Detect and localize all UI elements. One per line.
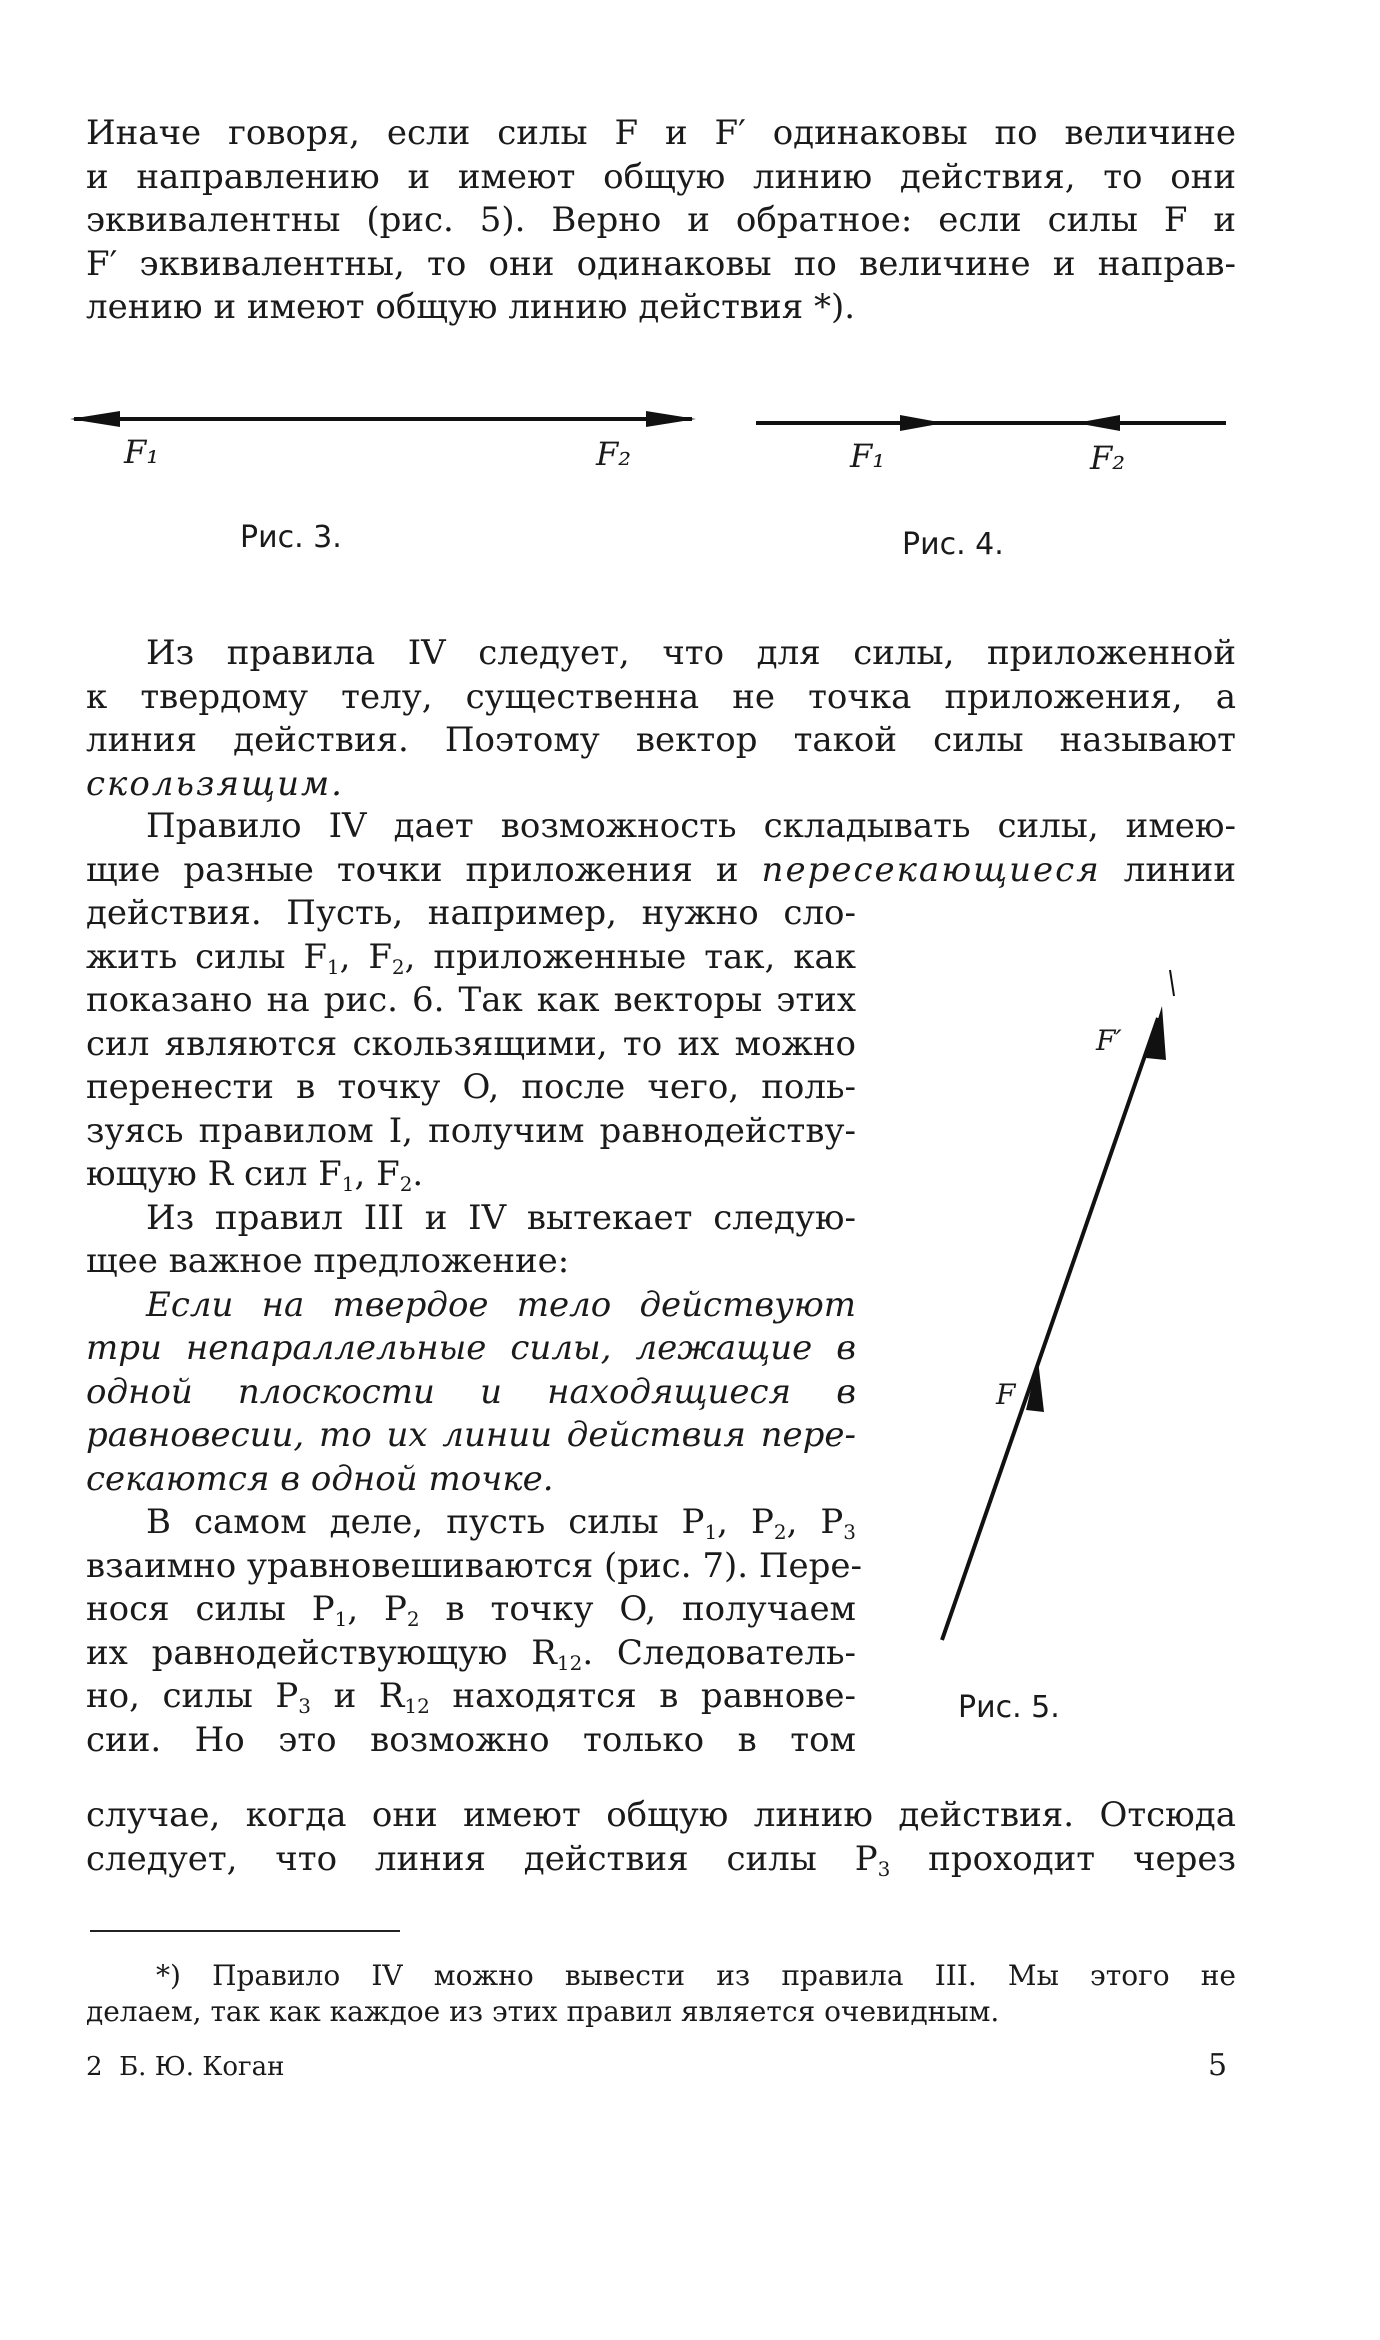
text-line: Иначе говоря, если силы F и F′ одинаковы по величине: [86, 113, 1236, 153]
text-line: сии. Но это возможно только в том: [86, 1719, 856, 1760]
text-line: действия. Пусть, например, нужно сло-: [86, 893, 856, 933]
text-line: лению и имеют общую линию действия *).: [86, 287, 856, 327]
text-line: их равнодействующую $R_{12}$. Следователь-: [86, 1632, 856, 1675]
text-line: ющую R сил $F_1$, $F_2$.: [86, 1154, 424, 1196]
arrow-left: [1076, 415, 1120, 431]
text-line: к твердому телу, существенна не точка приложения, а: [86, 676, 1236, 717]
arrow-right: [900, 415, 944, 431]
text-line: показано на рис. 6. Так как векторы этих: [86, 980, 856, 1020]
text-line: Из правил III и IV вытекает следую-: [146, 1197, 856, 1238]
footnote-line: делаем, так как каждое из этих правил является очевидным.: [86, 1995, 1000, 2028]
text-line: В самом деле, пусть силы $P_1$, $P_2$, $P_3$: [146, 1502, 856, 1544]
paragraph-1: [86, 112, 1236, 330]
arrow-f-prime: [1146, 1006, 1166, 1060]
text-line: Из правила IV следует, что для силы, приложенной: [146, 633, 1236, 673]
footnote-line: *) Правило IV можно вывести из правила III. Мы этого не: [156, 1959, 1236, 1992]
label-f-prime: F′: [1096, 1024, 1122, 1057]
figure-3: [60, 395, 700, 595]
text-line: нося силы $P_1$, $P_2$ в точку O, получаем: [86, 1589, 857, 1631]
term-sliding: скользящим.: [86, 763, 344, 804]
figure-3-caption: Рис. 3.: [240, 520, 342, 555]
text-line: щее важное предложение:: [86, 1241, 570, 1281]
text-line: линия действия. Поэтому вектор такой силы называют: [86, 720, 1236, 760]
footnote-rule: [90, 1930, 400, 1932]
figure-4-diagram: [740, 395, 1240, 475]
arrow-left: [70, 411, 120, 427]
theorem-line: Если на твердое тело действуют: [146, 1284, 856, 1325]
tick-mark: [1170, 970, 1174, 996]
text-line: зуясь правилом I, получим равнодейству-: [86, 1110, 856, 1151]
text-line: перенести в точку O, после чего, поль-: [86, 1067, 856, 1107]
label-f1: F₁: [850, 437, 886, 475]
label-f: F: [996, 1378, 1016, 1411]
figure-5-diagram: [900, 940, 1200, 1660]
theorem-line: равновесии, то их линии действия пере-: [86, 1415, 856, 1455]
text-line: эквивалентны (рис. 5). Верно и обратное: если силы F и: [86, 200, 1236, 240]
theorem-line: секаются в одной точке.: [86, 1458, 554, 1499]
text-line: щие разные точки приложения и пересекающиеся линии: [86, 849, 1236, 890]
figure-5: [900, 940, 1200, 1740]
theorem-line: три непараллельные силы, лежащие в: [86, 1328, 856, 1368]
text-line: случае, когда они имеют общую линию действия. Отсюда: [86, 1795, 1236, 1835]
text-line: следует, что линия действия силы $P_3$ проходит через: [86, 1838, 1237, 1881]
paragraph-3-head: [86, 805, 1236, 892]
paragraph-5-tail: [86, 1794, 1236, 1881]
text-line: Правило IV дает возможность складывать силы, имею-: [146, 806, 1236, 846]
narrow-column: [86, 892, 862, 1762]
page-number: 5: [1208, 2048, 1228, 2083]
figure-5-caption: Рис. 5.: [958, 1690, 1060, 1725]
paragraph-2: [86, 632, 1236, 806]
text-line: F′ эквивалентны, то они одинаковы по величине и направ-: [86, 243, 1236, 284]
printer-signature: 2 Б. Ю. Коган: [86, 2052, 285, 2082]
text-line: жить силы $F_1$, $F_2$, приложенные так, как: [86, 936, 856, 979]
figure-4: [740, 395, 1240, 595]
footnote: [86, 1958, 1236, 2030]
label-f2: F₂: [1090, 439, 1126, 477]
text-line: и направлению и имеют общую линию действия, то они: [86, 156, 1236, 197]
figure-4-caption: Рис. 4.: [902, 527, 1004, 562]
theorem-line: одной плоскости и находящиеся в: [86, 1371, 856, 1412]
text-line: взаимно уравновешиваются (рис. 7). Пере-: [86, 1545, 862, 1586]
arrow-right: [646, 411, 696, 427]
label-f1: F₁: [124, 433, 160, 471]
text-line: сил являются скользящими, то их можно: [86, 1023, 856, 1064]
text-line: но, силы $P_3$ и $R_{12}$ находятся в равнове-: [86, 1676, 856, 1718]
label-f2: F₂: [596, 435, 632, 473]
force-line: [942, 1018, 1158, 1640]
